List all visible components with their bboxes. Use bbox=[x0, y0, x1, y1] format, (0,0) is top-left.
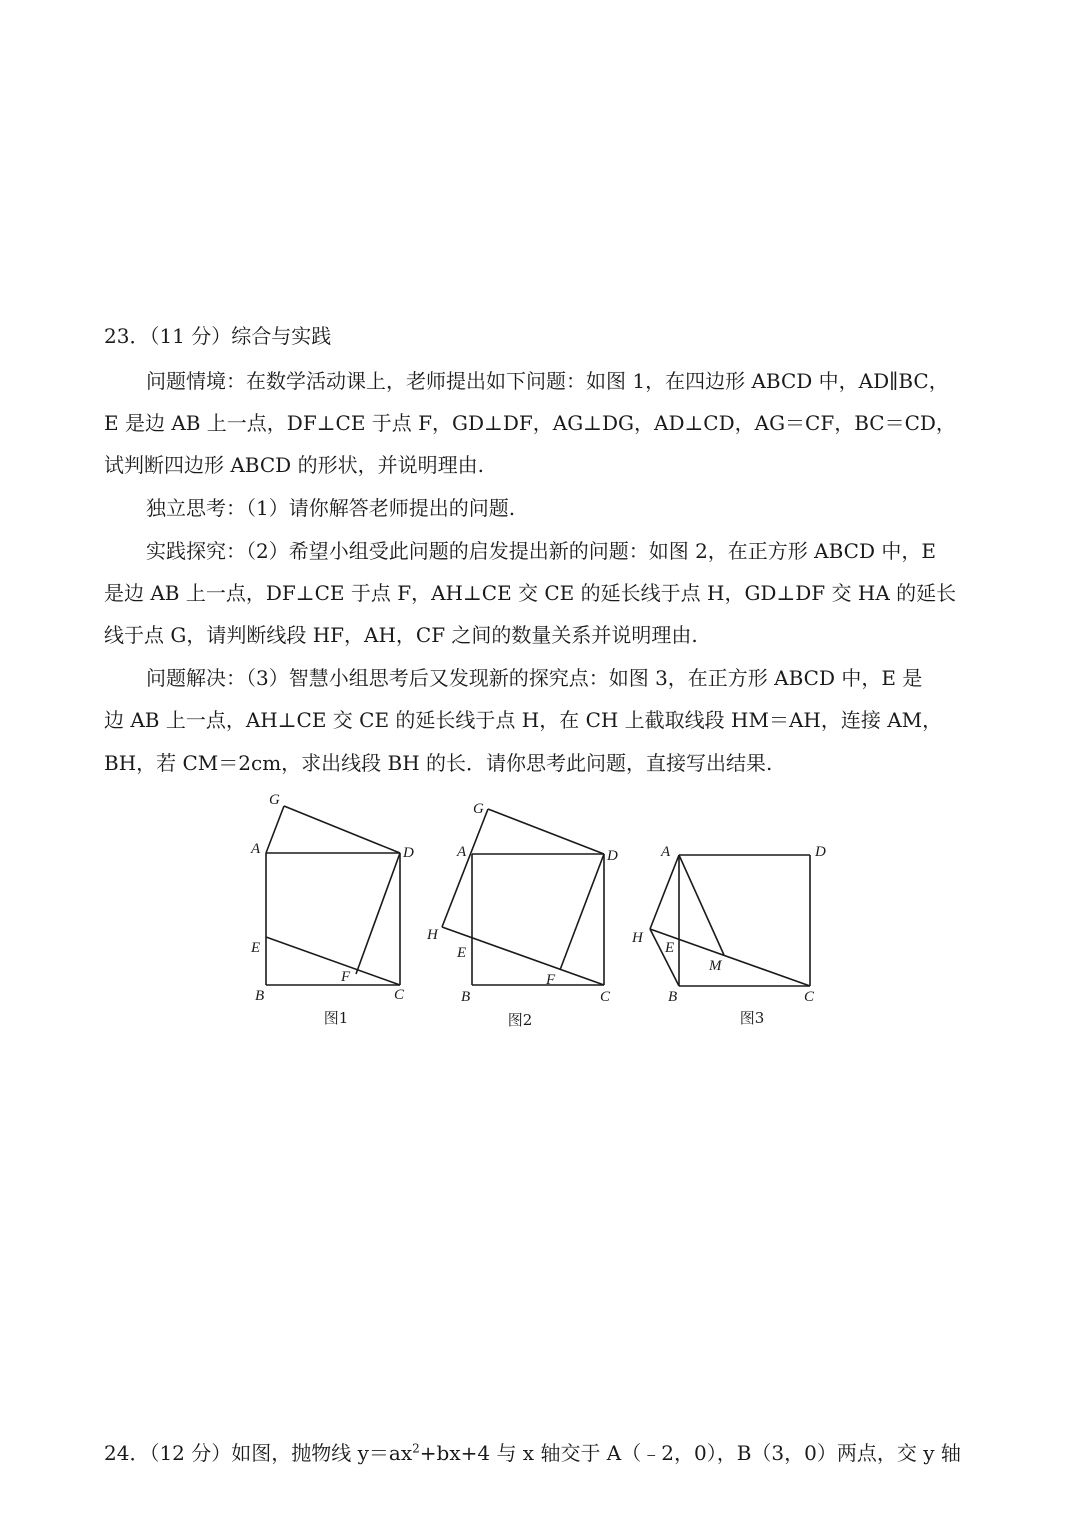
fig3-label-A: A bbox=[661, 844, 671, 860]
q23-part2-line3: 线于点 G，请判断线段 HF，AH，CF 之间的数量关系并说明理由. bbox=[104, 623, 698, 647]
fig2-label-G: G bbox=[473, 801, 484, 817]
q23-part3-line2: 边 AB 上一点，AH⊥CE 交 CE 的延长线于点 H，在 CH 上截取线段 HM＝AH，连接 AM， bbox=[104, 708, 943, 732]
fig1-label-A: A bbox=[251, 841, 261, 857]
q23-situation-line2: E 是边 AB 上一点，DF⊥CE 于点 F，GD⊥DF，AG⊥DG，AD⊥CD，AG＝CF，BC＝CD， bbox=[104, 411, 956, 435]
q23-part3-line3: BH，若 CM＝2cm，求出线段 BH 的长．请你思考此问题，直接写出结果. bbox=[104, 751, 773, 775]
fig1-label-D: D bbox=[403, 845, 414, 861]
fig3-label-C: C bbox=[804, 989, 815, 1005]
q23-situation-line3: 试判断四边形 ABCD 的形状，并说明理由. bbox=[104, 453, 484, 477]
fig1-label-E: E bbox=[251, 940, 261, 956]
fig2-caption: 图2 bbox=[507, 1011, 533, 1029]
q23-situation-line1: 问题情境：在数学活动课上，老师提出如下问题：如图 1，在四边形 ABCD 中，AD∥BC， bbox=[146, 369, 949, 393]
fig2-label-B: B bbox=[461, 989, 471, 1005]
fig2-label-C: C bbox=[600, 989, 611, 1005]
figure-2 bbox=[420, 790, 620, 1015]
fig1-caption: 图1 bbox=[323, 1009, 349, 1027]
fig1-label-C: C bbox=[394, 987, 405, 1003]
q24-line1 bbox=[104, 1441, 961, 1465]
q23-part2-line2: 是边 AB 上一点，DF⊥CE 于点 F，AH⊥CE 交 CE 的延长线于点 H，GD⊥DF 交 HA 的延长 bbox=[104, 581, 957, 605]
figure-3 bbox=[628, 835, 838, 1010]
q24-text-end: +bx+4 与 x 轴交于 A（﹣2，0），B（3，0）两点，交 y 轴 bbox=[419, 1441, 961, 1465]
fig3-label-E: E bbox=[665, 940, 675, 956]
fig3-label-B: B bbox=[668, 989, 678, 1005]
fig3-label-D: D bbox=[815, 844, 826, 860]
q24-exponent: 2 bbox=[412, 1441, 420, 1456]
q23-part1: 独立思考：（1）请你解答老师提出的问题. bbox=[146, 496, 516, 520]
q24-text-start: 24．（12 分）如图，抛物线 y＝ax bbox=[104, 1441, 413, 1465]
fig3-label-M: M bbox=[709, 958, 722, 974]
fig2-label-H: H bbox=[427, 927, 438, 943]
fig1-label-B: B bbox=[255, 988, 265, 1004]
q23-part3-line1: 问题解决：（3）智慧小组思考后又发现新的探究点：如图 3，在正方形 ABCD 中，E 是 bbox=[146, 666, 923, 690]
q23-part2-line1: 实践探究：（2）希望小组受此问题的启发提出新的问题：如图 2，在正方形 ABCD 中，E bbox=[146, 539, 936, 563]
fig3-label-H: H bbox=[632, 930, 643, 946]
fig2-label-F: F bbox=[546, 972, 556, 988]
fig2-label-A: A bbox=[457, 844, 467, 860]
fig1-label-G: G bbox=[269, 792, 280, 808]
q23-header: 23．（11 分）综合与实践 bbox=[104, 324, 332, 348]
fig3-caption: 图3 bbox=[739, 1009, 765, 1027]
fig2-label-D: D bbox=[607, 848, 618, 864]
fig1-label-F: F bbox=[341, 969, 351, 985]
fig2-label-E: E bbox=[457, 945, 467, 961]
figure-1 bbox=[240, 785, 430, 1015]
